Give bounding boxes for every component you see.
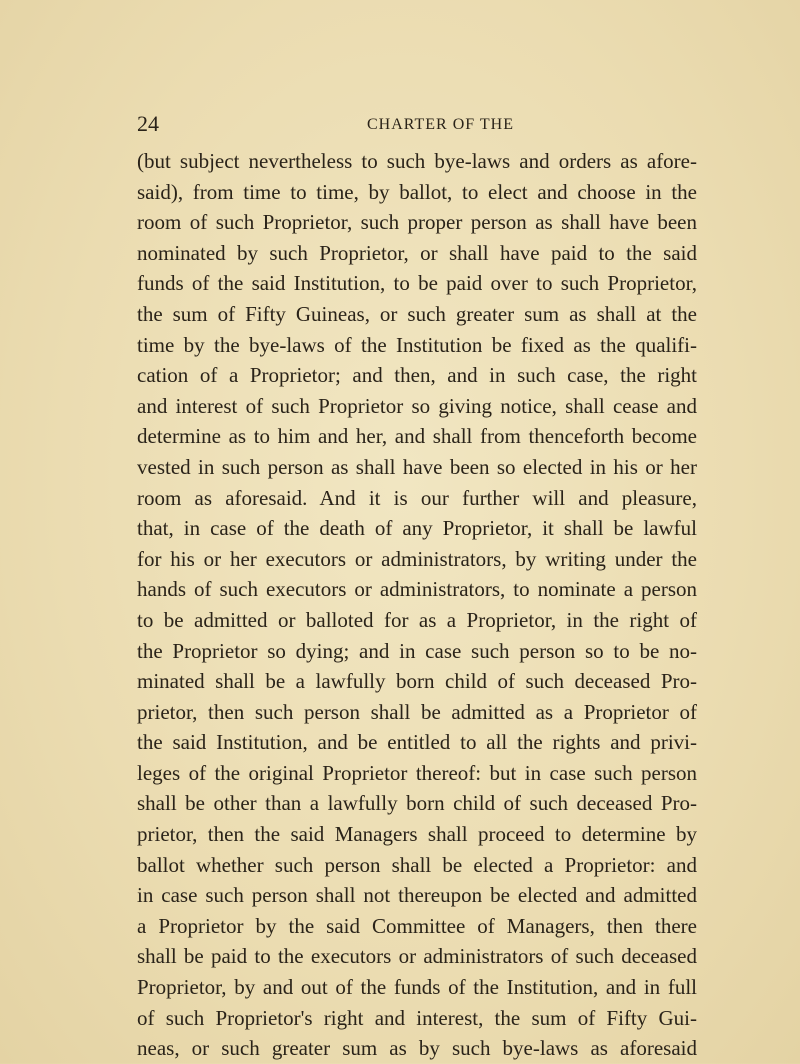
running-head: CHARTER OF THE xyxy=(367,116,514,133)
text-line: neas, or such greater sum as by such bye-laws as aforesaid xyxy=(137,1036,697,1061)
text-line: of such Proprietor's right and interest, the sum of Fifty Gui- xyxy=(137,1005,697,1030)
text-line: minated shall be a lawfully born child of such deceased Pro- xyxy=(137,669,697,694)
text-line: in case such person shall not thereupon be elected and admitted xyxy=(137,883,697,908)
text-line: prietor, then the said Managers shall proceed to determine by xyxy=(137,822,697,847)
text-line: the sum of Fifty Guineas, or such greater sum as shall at the xyxy=(137,301,697,326)
text-line: hands of such executors or administrators, to nominate a person xyxy=(137,577,697,602)
text-line: that, in case of the death of any Proprietor, it shall be lawful xyxy=(137,516,697,541)
text-line: ballot whether such person shall be elected a Proprietor: and xyxy=(137,852,697,877)
text-line: and interest of such Proprietor so giving notice, shall cease and xyxy=(137,393,697,418)
text-line: said), from time to time, by ballot, to elect and choose in the xyxy=(137,179,697,204)
text-line: the Proprietor so dying; and in case such person so to be no- xyxy=(137,638,697,663)
text-line: for his or her executors or administrators, by writing under the xyxy=(137,546,697,571)
text-line: cation of a Proprietor; and then, and in such case, the right xyxy=(137,363,697,388)
text-line: time by the bye-laws of the Institution be fixed as the qualifi- xyxy=(137,332,697,357)
text-line: to be admitted or balloted for as a Proprietor, in the right of xyxy=(137,607,697,632)
text-line: leges of the original Proprietor thereof: but in case such person xyxy=(137,760,697,785)
text-line: the said Institution, and be entitled to all the rights and privi- xyxy=(137,730,697,755)
text-line: shall be other than a lawfully born child of such deceased Pro- xyxy=(137,791,697,816)
text-line: vested in such person as shall have been so elected in his or her xyxy=(137,454,697,479)
text-line: shall be paid to the executors or administrators of such deceased xyxy=(137,944,697,969)
text-line: nominated by such Proprietor, or shall have paid to the said xyxy=(137,240,697,265)
page-header xyxy=(137,112,697,136)
text-line: room of such Proprietor, such proper person as shall have been xyxy=(137,210,697,235)
body-text xyxy=(137,146,697,1064)
text-line: a Proprietor by the said Committee of Managers, then there xyxy=(137,913,697,938)
text-line: (but subject nevertheless to such bye-laws and orders as afore- xyxy=(137,149,697,173)
text-line: prietor, then such person shall be admitted as a Proprietor of xyxy=(137,699,697,724)
text-line: room as aforesaid. And it is our further will and pleasure, xyxy=(137,485,697,510)
text-line: Proprietor, by and out of the funds of the Institution, and in full xyxy=(137,975,697,1000)
text-line: determine as to him and her, and shall from thenceforth become xyxy=(137,424,697,449)
page-number: 24 xyxy=(137,111,159,136)
text-line: funds of the said Institution, to be paid over to such Proprietor, xyxy=(137,271,697,296)
